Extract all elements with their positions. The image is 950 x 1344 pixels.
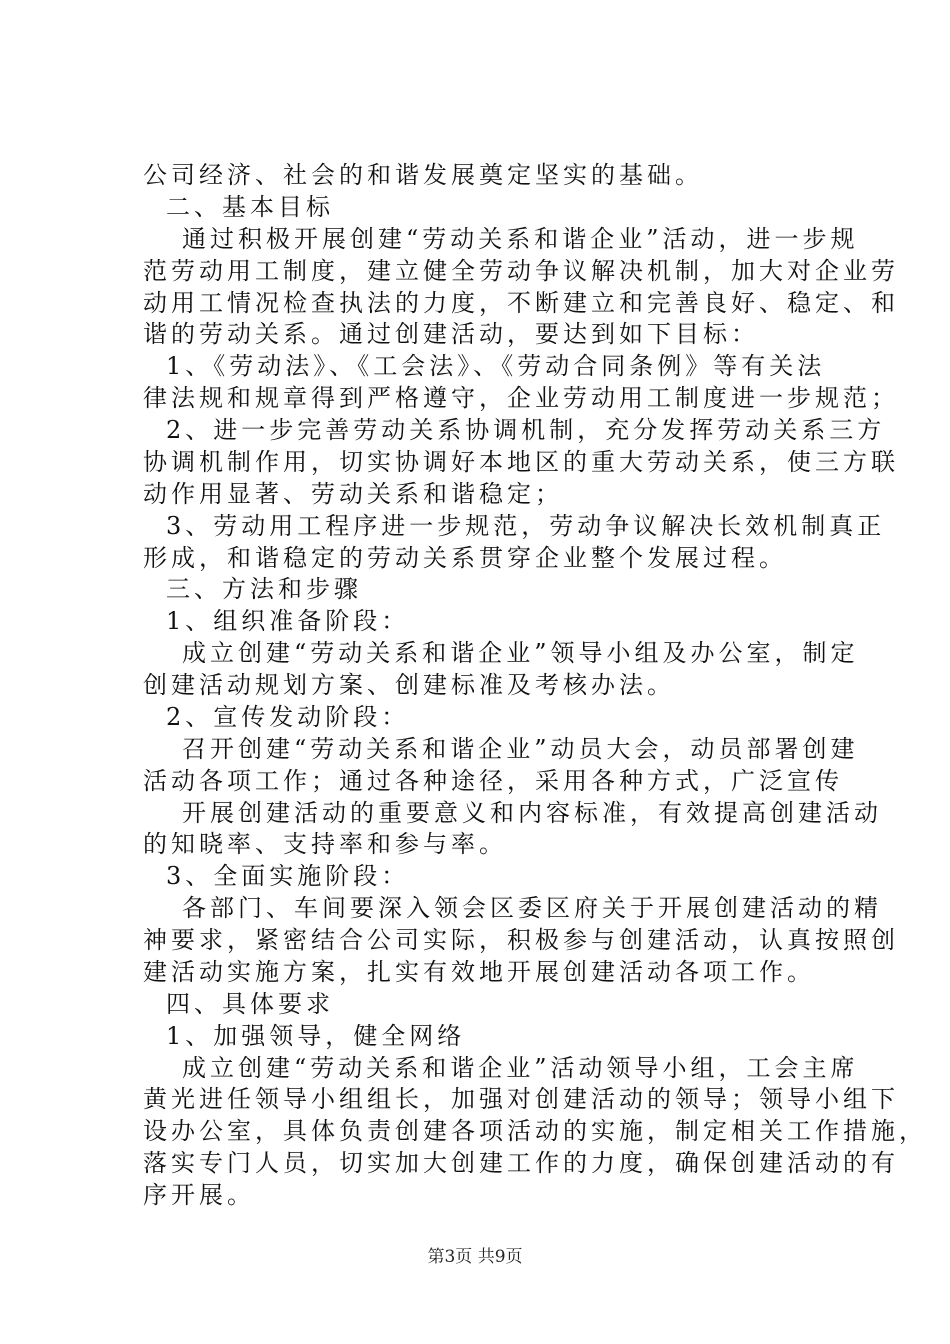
text-line: 成立创建“劳动关系和谐企业”领导小组及办公室，制定 — [182, 639, 859, 668]
text-line: 公司经济、社会的和谐发展奠定坚实的基础。 — [143, 161, 703, 189]
text-line: 成立创建“劳动关系和谐企业”活动领导小组，工会主席 — [182, 1053, 859, 1082]
text-line: 1、《劳动法》、《工会法》、《劳动合同条例》等有关法 — [166, 352, 826, 381]
text-line: 3、劳动用工程序进一步规范，劳动争议解决长效机制真正 — [166, 511, 886, 540]
subsection-heading: 1、组织准备阶段： — [166, 607, 410, 636]
text-line: 各部门、车间要深入领会区委区府关于开展创建活动的精 — [182, 894, 882, 923]
section-heading: 四、具体要求 — [166, 989, 334, 1018]
text-line: 谐的劳动关系。通过创建活动，要达到如下目标： — [143, 320, 759, 349]
text-line: 2、进一步完善劳动关系协调机制，充分发挥劳动关系三方 — [166, 416, 886, 444]
subsection-heading: 2、宣传发动阶段： — [166, 702, 410, 731]
subsection-heading: 3、全面实施阶段： — [166, 862, 410, 891]
page-number-footer: 第3页 共9页 — [427, 1247, 523, 1267]
text-line: 开展创建活动的重要意义和内容标准，有效提高创建活动 — [182, 798, 882, 827]
text-line: 活动各项工作；通过各种途径，采用各种方式，广泛宣传 — [143, 766, 843, 795]
text-line: 落实专门人员，切实加大创建工作的力度，确保创建活动的有 — [143, 1149, 899, 1178]
text-line: 创建活动规划方案、创建标准及考核办法。 — [143, 671, 675, 699]
text-line: 通过积极开展创建“劳动关系和谐企业”活动，进一步规 — [182, 224, 859, 253]
section-heading: 三、方法和步骤 — [166, 575, 362, 604]
text-line: 律法规和规章得到严格遵守，企业劳动用工制度进一步规范； — [143, 384, 899, 413]
text-line: 建活动实施方案，扎实有效地开展创建活动各项工作。 — [143, 957, 815, 986]
text-line: 的知晓率、支持率和参与率。 — [143, 830, 507, 859]
text-line: 序开展。 — [143, 1181, 255, 1209]
text-line: 设办公室，具体负责创建各项活动的实施，制定相关工作措施， — [143, 1117, 927, 1146]
text-line: 召开创建“劳动关系和谐企业”动员大会，动员部署创建 — [182, 734, 859, 763]
text-line: 神要求，紧密结合公司实际，积极参与创建活动，认真按照创 — [143, 926, 899, 954]
subsection-heading: 1、加强领导，健全网络 — [166, 1021, 466, 1050]
text-line: 协调机制作用，切实协调好本地区的重大劳动关系，使三方联 — [143, 447, 899, 476]
text-line: 动用工情况检查执法的力度，不断建立和完善良好、稳定、和 — [143, 288, 899, 317]
text-line: 动作用显著、劳动关系和谐稳定； — [143, 479, 563, 508]
section-heading: 二、基本目标 — [166, 192, 334, 221]
text-line: 黄光进任领导小组组长，加强对创建活动的领导；领导小组下 — [143, 1085, 899, 1114]
text-line: 范劳动用工制度，建立健全劳动争议解决机制，加大对企业劳 — [143, 256, 899, 285]
text-line: 形成，和谐稳定的劳动关系贯穿企业整个发展过程。 — [143, 543, 787, 572]
